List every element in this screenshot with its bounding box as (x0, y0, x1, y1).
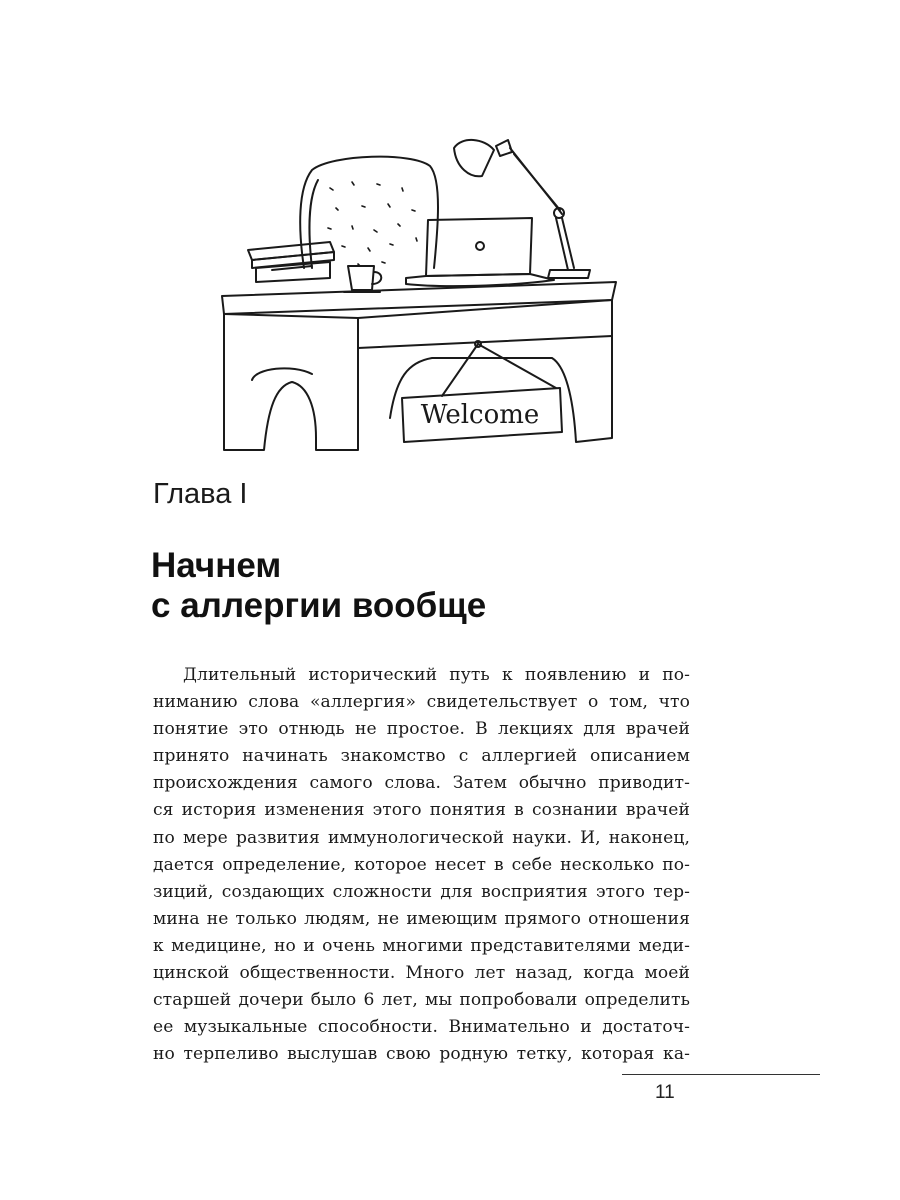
body-line: Длительный исторический путь к появлению и по- (183, 665, 690, 685)
body-line: происхождения самого слова. Затем обычно приводит- (153, 773, 690, 794)
body-line: старшей дочери было 6 лет, мы попробовали определить (153, 990, 690, 1011)
chapter-label: Глава I (153, 478, 248, 510)
desk-illustration (212, 118, 632, 463)
footer-rule (622, 1074, 820, 1075)
body-line: к медицине, но и очень многими представителями меди- (153, 935, 690, 956)
body-line: дается определение, которое несет в себе несколько по- (153, 854, 690, 875)
welcome-sign-text: Welcome (420, 400, 540, 430)
body-paragraph (153, 662, 690, 1068)
body-line: цинской общественности. Много лет назад, когда моей (153, 963, 690, 984)
body-line: мина не только людям, не имеющим прямого отношения (153, 908, 690, 929)
body-line: ниманию слова «аллергия» свидетельствует о том, что (153, 692, 690, 713)
body-line: ся история изменения этого понятия в сознании врачей (153, 800, 690, 821)
body-line: понятие это отнюдь не простое. В лекциях для врачей (153, 719, 690, 740)
desk-illustration-icon (212, 118, 632, 463)
body-line: но терпеливо выслушав свою родную тетку, которая ка- (153, 1044, 690, 1065)
chapter-title-line-1: Начнем (151, 546, 282, 585)
body-line: ее музыкальные способности. Внимательно и достаточ- (153, 1017, 690, 1038)
chapter-title (151, 546, 486, 626)
chapter-title-line-2: с аллергии вообще (151, 586, 487, 625)
body-line: по мере развития иммунологической науки. И, наконец, (153, 827, 690, 848)
page-number: 11 (655, 1082, 675, 1103)
body-line: принято начинать знакомство с аллергией описанием (153, 746, 690, 767)
body-line: зиций, создающих сложности для восприятия этого тер- (153, 881, 690, 902)
